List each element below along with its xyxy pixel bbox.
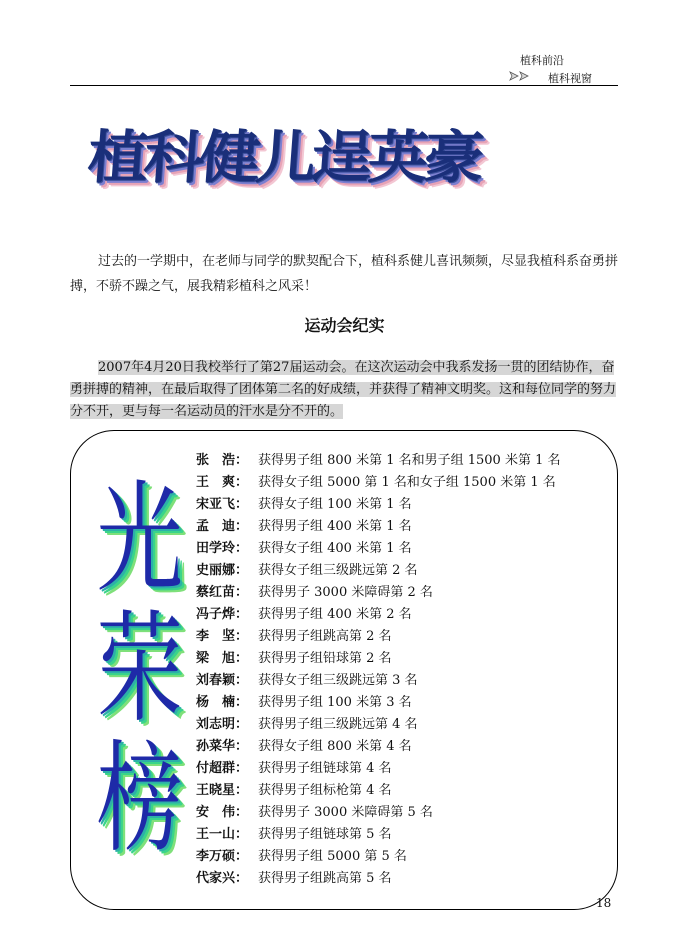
honor-row (196, 604, 606, 626)
honor-row (196, 868, 606, 890)
honor-row (196, 582, 606, 604)
page-title: 植科健儿逞英豪 (85, 124, 483, 192)
athlete-award: 获得男子组链球第 4 名 (258, 761, 392, 776)
athlete-name: 梁 旭： (196, 651, 249, 666)
honor-row (196, 758, 606, 780)
honor-row (196, 538, 606, 560)
honor-row (196, 560, 606, 582)
athlete-award: 获得女子组 800 米第 4 名 (258, 739, 412, 754)
honor-title-char-1: 光 (96, 470, 183, 609)
honor-row (196, 648, 606, 670)
athlete-name: 冯子烨： (196, 607, 249, 622)
header-divider (70, 85, 618, 86)
athlete-award: 获得女子组 400 米第 1 名 (258, 541, 412, 556)
athlete-award: 获得男子组 400 米第 2 名 (258, 607, 412, 622)
honor-row (196, 714, 606, 736)
athlete-award: 获得男子组跳高第 5 名 (258, 871, 392, 886)
athlete-name: 安 伟： (196, 805, 249, 820)
honor-row (196, 736, 606, 758)
athlete-award: 获得男子组 5000 第 5 名 (258, 849, 407, 864)
honor-row (196, 824, 606, 846)
athlete-name: 孟 迪： (196, 519, 249, 534)
athlete-award: 获得女子组三级跳远第 2 名 (258, 563, 418, 578)
athlete-name: 刘志明： (196, 717, 249, 732)
athlete-name: 杨 楠： (196, 695, 249, 710)
athlete-award: 获得男子组三级跳远第 4 名 (258, 717, 418, 732)
honor-row (196, 516, 606, 538)
athlete-award: 获得男子 3000 米障碍第 5 名 (258, 805, 433, 820)
athlete-name: 王晓星： (196, 783, 249, 798)
athlete-name: 李万硕： (196, 849, 249, 864)
athlete-award: 获得男子组跳高第 2 名 (258, 629, 392, 644)
page-title-banner (0, 120, 689, 200)
honor-row (196, 626, 606, 648)
athlete-name: 刘春颖： (196, 673, 249, 688)
honor-row (196, 450, 606, 472)
athlete-name: 张 浩： (196, 453, 249, 468)
honor-row (196, 670, 606, 692)
honor-row (196, 846, 606, 868)
athlete-name: 史丽娜： (196, 563, 249, 578)
athlete-award: 获得女子组 5000 第 1 名和女子组 1500 米第 1 名 (258, 475, 556, 490)
athlete-name: 代家兴： (196, 871, 249, 886)
header-section-label: 植科前沿 (520, 54, 564, 67)
report-paragraph (70, 357, 618, 423)
athlete-award: 获得男子组 400 米第 1 名 (258, 519, 412, 534)
report-text: 2007年4月20日我校举行了第27届运动会。在这次运动会中我系发扬一贯的团结协作，奋勇拼搏的精神，在最后取得了团体第二名的好成绩，并获得了精神文明奖。这和每位同学的努力分不开，更与每一名运动员的汗水是分不开的。 (70, 360, 617, 419)
honor-title-char-3: 榜 (96, 730, 183, 869)
athlete-name: 王 爽： (196, 475, 249, 490)
honor-row (196, 780, 606, 802)
athlete-name: 蔡红苗： (196, 585, 249, 600)
honor-row (196, 472, 606, 494)
athlete-award: 获得男子 3000 米障碍第 2 名 (258, 585, 433, 600)
intro-paragraph: 过去的一学期中，在老师与同学的默契配合下，植科系健儿喜讯频频，尽显我植科系奋勇拼搏，不骄不躁之气，展我精彩植科之风采！ (70, 254, 619, 294)
athlete-name: 孙菜华： (196, 739, 249, 754)
honor-row (196, 692, 606, 714)
athlete-name: 王一山： (196, 827, 249, 842)
double-arrow-icon (508, 70, 538, 82)
athlete-name: 宋亚飞： (196, 497, 249, 512)
athlete-name: 田学玲： (196, 541, 249, 556)
page-number: 18 (596, 896, 612, 910)
athlete-award: 获得男子组 100 米第 3 名 (258, 695, 412, 710)
athlete-award: 获得女子组 100 米第 1 名 (258, 497, 412, 512)
athlete-award: 获得男子组标枪第 4 名 (258, 783, 392, 798)
honor-list (196, 450, 606, 890)
athlete-name: 付超群： (196, 761, 249, 776)
athlete-award: 获得男子组链球第 5 名 (258, 827, 392, 842)
athlete-award: 获得女子组三级跳远第 3 名 (258, 673, 418, 688)
athlete-award: 获得男子组 800 米第 1 名和男子组 1500 米第 1 名 (258, 453, 561, 468)
section-heading: 运动会纪实 (304, 316, 385, 335)
honor-title-char-2: 荣 (96, 600, 183, 739)
athlete-award: 获得男子组铅球第 2 名 (258, 651, 392, 666)
honor-row (196, 802, 606, 824)
honor-row (196, 494, 606, 516)
header-subsection-label: 植科视窗 (548, 72, 592, 85)
athlete-name: 李 坚： (196, 629, 249, 644)
